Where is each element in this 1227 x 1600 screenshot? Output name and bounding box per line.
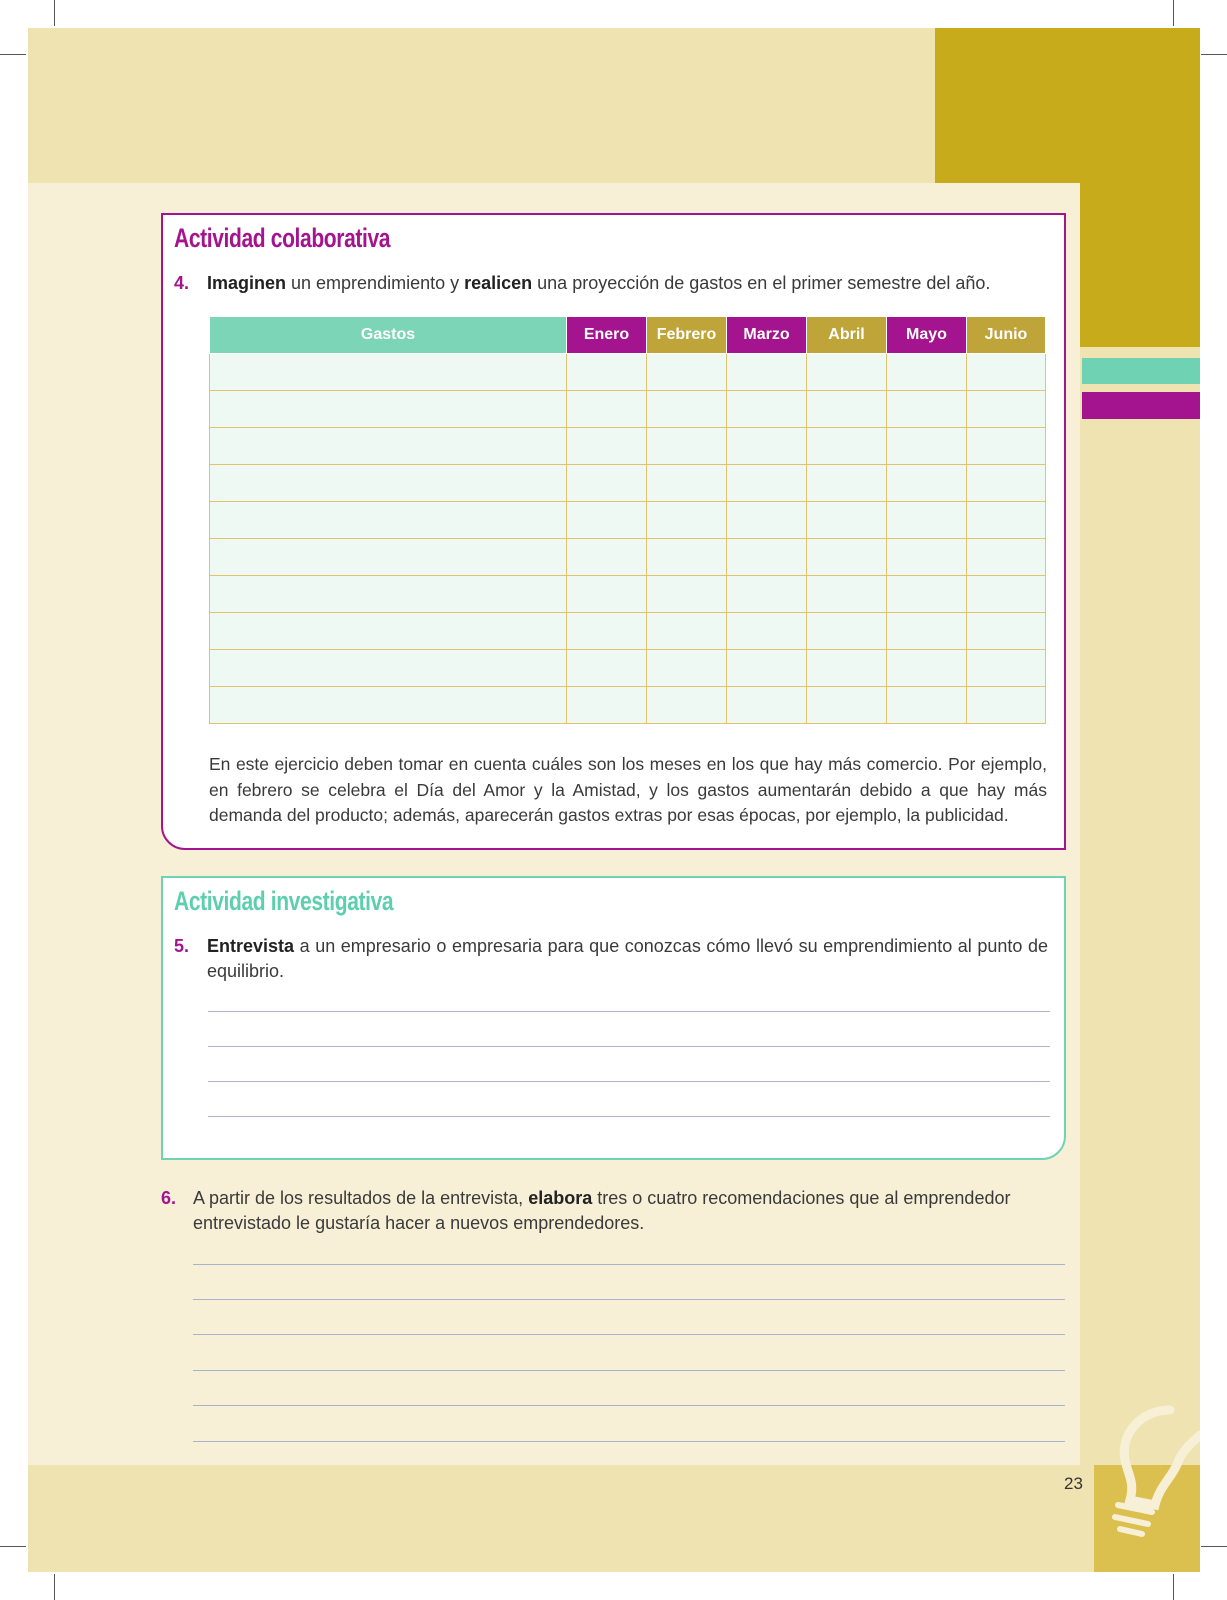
- question-number: 6.: [161, 1188, 177, 1208]
- table-row: [210, 576, 1046, 613]
- table-cell[interactable]: [967, 576, 1046, 613]
- table-row: [210, 391, 1046, 428]
- keyword: elabora: [528, 1188, 593, 1208]
- table-row: [210, 502, 1046, 539]
- question-text: [174, 934, 1048, 984]
- table-row: [210, 650, 1046, 687]
- card-title: Actividad investigativa: [174, 886, 394, 916]
- question-number: 5.: [174, 936, 190, 956]
- crop-mark: [54, 1574, 55, 1600]
- table-cell[interactable]: [210, 576, 567, 613]
- table-cell[interactable]: [807, 539, 887, 576]
- table-cell[interactable]: [647, 539, 727, 576]
- page-number: 23: [1064, 1474, 1083, 1493]
- table-cell[interactable]: [967, 613, 1046, 650]
- table-cell[interactable]: [807, 687, 887, 724]
- header-junio: Junio: [967, 317, 1046, 354]
- answer-line[interactable]: [193, 1334, 1065, 1335]
- table-cell[interactable]: [567, 687, 647, 724]
- question-4: [174, 271, 1034, 296]
- table-cell[interactable]: [567, 428, 647, 465]
- table-cell[interactable]: [727, 687, 807, 724]
- table-cell[interactable]: [647, 576, 727, 613]
- keyword: Imaginen: [207, 273, 287, 293]
- table-cell[interactable]: [807, 576, 887, 613]
- activity-investigative-card: [161, 876, 1066, 1160]
- table-cell[interactable]: [210, 465, 567, 502]
- table-cell[interactable]: [807, 354, 887, 391]
- table-cell[interactable]: [567, 502, 647, 539]
- answer-line[interactable]: [193, 1299, 1065, 1300]
- answer-line[interactable]: [193, 1441, 1065, 1442]
- table-cell[interactable]: [727, 428, 807, 465]
- table-cell[interactable]: [887, 465, 967, 502]
- text-segment: a un empresario o empresaria para que conozcas cómo llevó su emprendimiento al punto de equilibrio.: [207, 936, 1048, 981]
- crop-mark: [1173, 1574, 1174, 1600]
- table-cell[interactable]: [727, 650, 807, 687]
- table-cell[interactable]: [887, 613, 967, 650]
- header-marzo: Marzo: [727, 317, 807, 354]
- table-cell[interactable]: [887, 354, 967, 391]
- table-cell[interactable]: [567, 354, 647, 391]
- text-segment: tres o cuatro recomendaciones que al emprendedor entrevistado le gustaría hacer a nuevos emprendedores.: [193, 1188, 1011, 1233]
- answer-line[interactable]: [208, 1011, 1050, 1012]
- answer-line[interactable]: [193, 1264, 1065, 1265]
- table-cell[interactable]: [210, 539, 567, 576]
- crop-mark: [1201, 1546, 1227, 1547]
- table-cell[interactable]: [567, 391, 647, 428]
- table-cell[interactable]: [210, 391, 567, 428]
- question-text: [174, 271, 1034, 296]
- answer-line[interactable]: [193, 1405, 1065, 1406]
- table-row: [210, 613, 1046, 650]
- table-cell[interactable]: [967, 539, 1046, 576]
- table-cell[interactable]: [887, 539, 967, 576]
- table-cell[interactable]: [887, 391, 967, 428]
- table-cell[interactable]: [210, 687, 567, 724]
- lightbulb-icon: [1100, 1400, 1200, 1550]
- table-cell[interactable]: [647, 687, 727, 724]
- table-cell[interactable]: [967, 428, 1046, 465]
- table-cell[interactable]: [887, 428, 967, 465]
- text-segment: una proyección de gastos en el primer semestre del año.: [532, 273, 991, 293]
- table-cell[interactable]: [807, 502, 887, 539]
- teal-tab: [1082, 358, 1200, 384]
- table-cell[interactable]: [647, 354, 727, 391]
- table-cell[interactable]: [210, 354, 567, 391]
- table-cell[interactable]: [727, 576, 807, 613]
- table-cell[interactable]: [210, 613, 567, 650]
- table-cell[interactable]: [727, 502, 807, 539]
- question-text: [161, 1186, 1066, 1236]
- table-cell[interactable]: [967, 391, 1046, 428]
- table-cell[interactable]: [210, 502, 567, 539]
- question-number: 4.: [174, 273, 190, 293]
- table-cell[interactable]: [647, 428, 727, 465]
- bottom-band: [28, 1465, 1200, 1572]
- crop-mark: [0, 1546, 26, 1547]
- table-cell[interactable]: [647, 502, 727, 539]
- table-cell[interactable]: [967, 687, 1046, 724]
- question-6: [161, 1186, 1066, 1236]
- table-cell[interactable]: [727, 465, 807, 502]
- crop-mark: [54, 0, 55, 26]
- crop-mark: [1173, 0, 1174, 26]
- table-cell[interactable]: [967, 465, 1046, 502]
- text-segment: A partir de los resultados de la entrevista,: [193, 1188, 529, 1208]
- table-cell[interactable]: [567, 539, 647, 576]
- question-5: [174, 934, 1048, 984]
- table-cell[interactable]: [887, 687, 967, 724]
- table-row: [210, 539, 1046, 576]
- table-cell[interactable]: [567, 576, 647, 613]
- card-title: Actividad colaborativa: [174, 223, 391, 253]
- table-cell[interactable]: [967, 502, 1046, 539]
- header-enero: Enero: [567, 317, 647, 354]
- answer-line[interactable]: [193, 1370, 1065, 1371]
- table-cell[interactable]: [727, 613, 807, 650]
- table-row: [210, 354, 1046, 391]
- answer-line[interactable]: [208, 1116, 1050, 1117]
- table-cell[interactable]: [807, 465, 887, 502]
- crop-mark: [1201, 54, 1227, 55]
- table-cell[interactable]: [887, 502, 967, 539]
- answer-line[interactable]: [208, 1046, 1050, 1047]
- table-cell[interactable]: [567, 613, 647, 650]
- header-febrero: Febrero: [647, 317, 727, 354]
- crop-mark: [0, 54, 26, 55]
- table-cell[interactable]: [647, 650, 727, 687]
- table-cell[interactable]: [967, 354, 1046, 391]
- table-header-row: [210, 317, 1046, 354]
- table-cell[interactable]: [807, 428, 887, 465]
- keyword: realicen: [464, 273, 533, 293]
- table-cell[interactable]: [727, 391, 807, 428]
- table-cell[interactable]: [727, 539, 807, 576]
- table-row: [210, 428, 1046, 465]
- text-segment: un emprendimiento y: [286, 273, 465, 293]
- magenta-tab: [1082, 392, 1200, 419]
- exercise-note: En este ejercicio deben tomar en cuenta cuáles son los meses en los que hay más comercio. Por ejemplo, en febrero se celebra el Día del Amor y la Amistad, y los gastos aumentarán debido a que hay más demanda del producto; además, aparecerán gastos extras por esas épocas, por ejemplo, la publicidad.: [209, 754, 1047, 825]
- table-cell[interactable]: [647, 391, 727, 428]
- expense-projection-table: [209, 316, 1046, 724]
- table-cell[interactable]: [567, 465, 647, 502]
- table-cell[interactable]: [967, 650, 1046, 687]
- answer-line[interactable]: [208, 1081, 1050, 1082]
- header-abril: Abril: [807, 317, 887, 354]
- table-cell[interactable]: [210, 428, 567, 465]
- keyword: Entrevista: [207, 936, 295, 956]
- table-cell[interactable]: [887, 576, 967, 613]
- table-cell[interactable]: [647, 613, 727, 650]
- table-row: [210, 687, 1046, 724]
- table-cell[interactable]: [647, 465, 727, 502]
- activity-collaborative-card: [161, 213, 1066, 850]
- table-cell[interactable]: [567, 650, 647, 687]
- table-cell[interactable]: [887, 650, 967, 687]
- header-gastos: Gastos: [210, 317, 567, 354]
- table-cell[interactable]: [807, 613, 887, 650]
- table-cell[interactable]: [210, 650, 567, 687]
- table-row: [210, 465, 1046, 502]
- header-mayo: Mayo: [887, 317, 967, 354]
- table-cell[interactable]: [727, 354, 807, 391]
- table-cell[interactable]: [807, 391, 887, 428]
- table-cell[interactable]: [807, 650, 887, 687]
